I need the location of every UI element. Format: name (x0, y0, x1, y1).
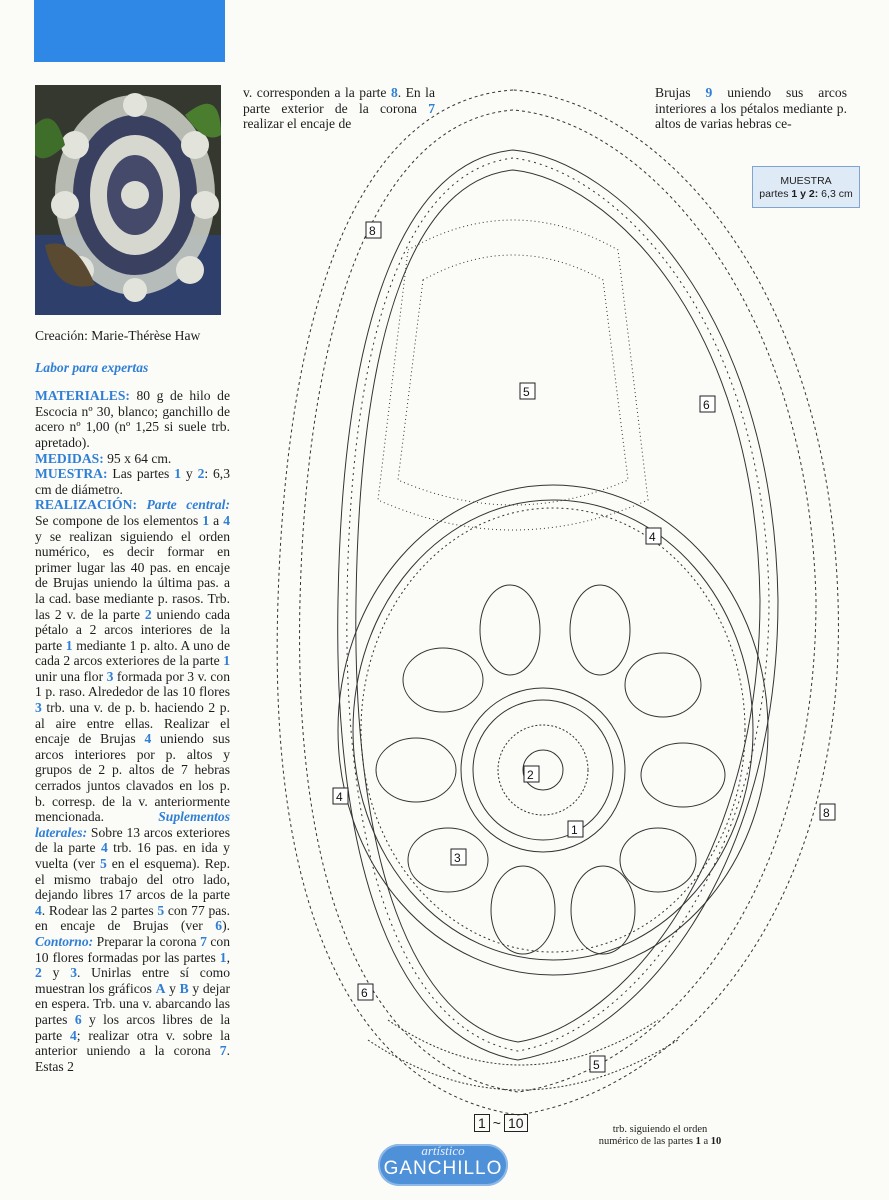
body-text: Preparar la corona (93, 933, 201, 949)
gauge-sample-box (752, 166, 860, 208)
parts-range-label (474, 1114, 528, 1132)
order-note-line: trb. siguiendo el orden (612, 1124, 708, 1135)
graphic-ref: A (155, 980, 166, 996)
part-ref: 7 (219, 1043, 227, 1059)
body-text: Se compone de los elementos (35, 512, 203, 528)
bruges-lace-panels (378, 220, 648, 530)
part-ref: 4 (144, 731, 152, 747)
body-text: y (165, 980, 180, 996)
center-medallion (461, 688, 625, 852)
chart-part-labels (333, 222, 835, 1072)
gauge-box-title: MUESTRA (780, 175, 832, 187)
part-label: 1 (571, 823, 578, 837)
part-ref: 4 (69, 1027, 77, 1043)
body-text: y los arcos libres de la parte (35, 1011, 230, 1043)
side-supplements-heading: Suplementos laterales: (35, 809, 230, 840)
range-end: 10 (504, 1114, 528, 1132)
order-note-part: numérico de las partes (598, 1136, 696, 1147)
part-label: 5 (593, 1058, 600, 1072)
materials-paragraph (35, 388, 230, 450)
body-text: . En la parte exterior de la corona (243, 85, 435, 116)
header-color-tab (34, 0, 225, 62)
part-ref: 2 (197, 466, 205, 482)
order-note-part: a (700, 1136, 711, 1147)
part-ref: 3 (106, 668, 114, 684)
materials-heading: MATERIALES: (35, 388, 130, 404)
part-ref: 4 (35, 902, 42, 918)
body-text: ). (222, 918, 230, 934)
body-text: . Rodear las 2 partes (41, 902, 158, 918)
gauge-text: Las partes (107, 466, 175, 482)
realization-paragraph (35, 497, 230, 1074)
body-text: y se realizan siguiendo el orden numérico, es decir formar en primer lugar las 40 pas. en encaje de Brujas uniendo la última pas. a la cad. base mediante p. rasos. Trb. las 2 v. de la parte (35, 528, 230, 622)
part-ref: 7 (200, 933, 207, 949)
logo-title: GANCHILLO (383, 1158, 503, 1179)
instructions-column (35, 328, 230, 1074)
body-text: uniendo sus arcos interiores por p. altos y grupos de 2 p. altos de 7 hebras cerrados juntos clavados en los p. b. corresp. de la v. anteriormente mencionada. (35, 731, 231, 825)
measures-paragraph (35, 451, 230, 467)
body-text: y (41, 965, 71, 981)
crochet-chart-diagram (248, 80, 858, 1140)
body-text: formada por 3 v. con 1 p. raso. Alrededor de las 10 flores (35, 668, 230, 700)
gauge-text: : 6,3 cm de diámetro. (35, 466, 231, 497)
contour-heading: Contorno: (35, 933, 94, 949)
part-ref: 1 (219, 949, 227, 965)
part-ref: 2 (144, 606, 152, 622)
measures-heading: MEDIDAS: (35, 450, 104, 466)
part-ref: 6 (215, 918, 223, 934)
gauge-box-part: 1 y 2: (791, 188, 819, 200)
body-text: a (209, 512, 224, 528)
body-text: en el esquema). Rep. el mismo trabajo del otro lado, dejando libres 17 arcos de la parte (35, 856, 230, 903)
central-part-heading: Parte central: (146, 497, 230, 513)
part-label: 5 (523, 385, 530, 399)
part-label: 8 (823, 806, 830, 820)
outer-lace-border (277, 90, 838, 1115)
part-ref: 7 (428, 100, 435, 116)
materials-text: 80 g de hilo de Escocia nº 30, blanco; ganchillo de acero nº 1,00 (nº 1,25 si suele trb. apretado). (35, 388, 230, 450)
part-ref: 1 (202, 512, 210, 528)
range-start: 1 (474, 1114, 490, 1132)
part-ref: 9 (705, 85, 713, 100)
gauge-box-part: 6,3 cm (818, 188, 853, 200)
part-label: 4 (649, 530, 656, 544)
body-text: Sobre 13 arcos exteriores de la parte (35, 824, 230, 856)
part-label: 8 (369, 224, 376, 238)
part-ref: 5 (157, 902, 165, 918)
part-ref: 5 (100, 856, 107, 871)
body-text: con 77 pas. en encaje de Brujas (ver (35, 902, 230, 934)
body-text: , (226, 949, 230, 965)
part-ref: 8 (390, 85, 398, 100)
part-label: 3 (454, 851, 461, 865)
oval-ring (338, 485, 768, 975)
difficulty-level: Labor para expertas (35, 359, 149, 375)
order-note (575, 1124, 745, 1148)
measures-text: 95 x 64 cm. (103, 450, 172, 466)
part-label: 4 (336, 790, 343, 804)
body-text: y dejar en espera. Trb. una v. abarcando las partes (35, 980, 231, 1027)
part-ref: 1 (223, 653, 230, 669)
gauge-paragraph (35, 466, 230, 497)
order-note-part: 1 (695, 1136, 701, 1147)
body-text: trb. una v. de p. b. haciendo 2 p. al aire entre ellas. Realizar el encaje de Brujas (35, 700, 230, 747)
part-label: 6 (703, 398, 710, 412)
part-ref: 4 (100, 840, 108, 856)
bottom-scallops (368, 1020, 678, 1090)
range-tilde: ~ (492, 1115, 501, 1131)
body-text: realizar el encaje de (243, 116, 352, 132)
gauge-box-part: partes (759, 188, 792, 200)
part-ref: 6 (74, 1011, 82, 1027)
body-text: trb. 16 pas. en ida y vuelta (ver (35, 840, 230, 871)
part-label: 2 (527, 768, 534, 782)
part-ref: 3 (35, 700, 42, 716)
body-text: ; realizar otra v. sobre la anterior uniendo a la corona (35, 1027, 230, 1059)
gauge-text: y (181, 466, 198, 482)
part-ref: 4 (223, 512, 230, 528)
part-ref: 1 (174, 466, 182, 482)
realization-heading: REALIZACIÓN: (35, 497, 137, 513)
body-text: uniendo cada pétalo a 2 arcos interiores de la parte (35, 606, 230, 653)
body-text: con 10 flores formadas por las partes (35, 933, 230, 965)
designer-credit: Creación: Marie-Thérèse Haw (35, 328, 201, 343)
gauge-heading: MUESTRA: (35, 466, 108, 482)
doily-photo (35, 85, 221, 315)
graphic-ref: B (179, 980, 189, 996)
body-text: v. corresponden a la parte (243, 85, 391, 100)
body-text: unir una flor (35, 668, 107, 684)
logo-subtitle: artístico (421, 1143, 465, 1158)
body-text: uniendo sus arcos interiores a los pétalos mediante p. altos de varias hebras ce- (655, 85, 847, 132)
magazine-logo (378, 1144, 508, 1186)
part-ref: 3 (70, 965, 77, 981)
petal-ovals (376, 585, 725, 954)
order-note-part: 10 (710, 1136, 722, 1147)
part-label: 6 (361, 986, 368, 1000)
body-text: . Estas 2 (35, 1043, 230, 1074)
body-text: mediante 1 p. alto. A uno de cada 2 arcos exteriores de la parte (35, 637, 230, 669)
doily-photo-icon (35, 85, 221, 315)
part-ref: 1 (65, 637, 73, 653)
gauge-box-text (753, 188, 859, 201)
body-text: . Unirlas entre sí como muestran los gráficos (35, 965, 231, 996)
body-text: Brujas (655, 85, 706, 100)
part-ref: 2 (35, 965, 42, 981)
crochet-chart-svg (248, 80, 858, 1140)
order-note-line (575, 1136, 745, 1148)
